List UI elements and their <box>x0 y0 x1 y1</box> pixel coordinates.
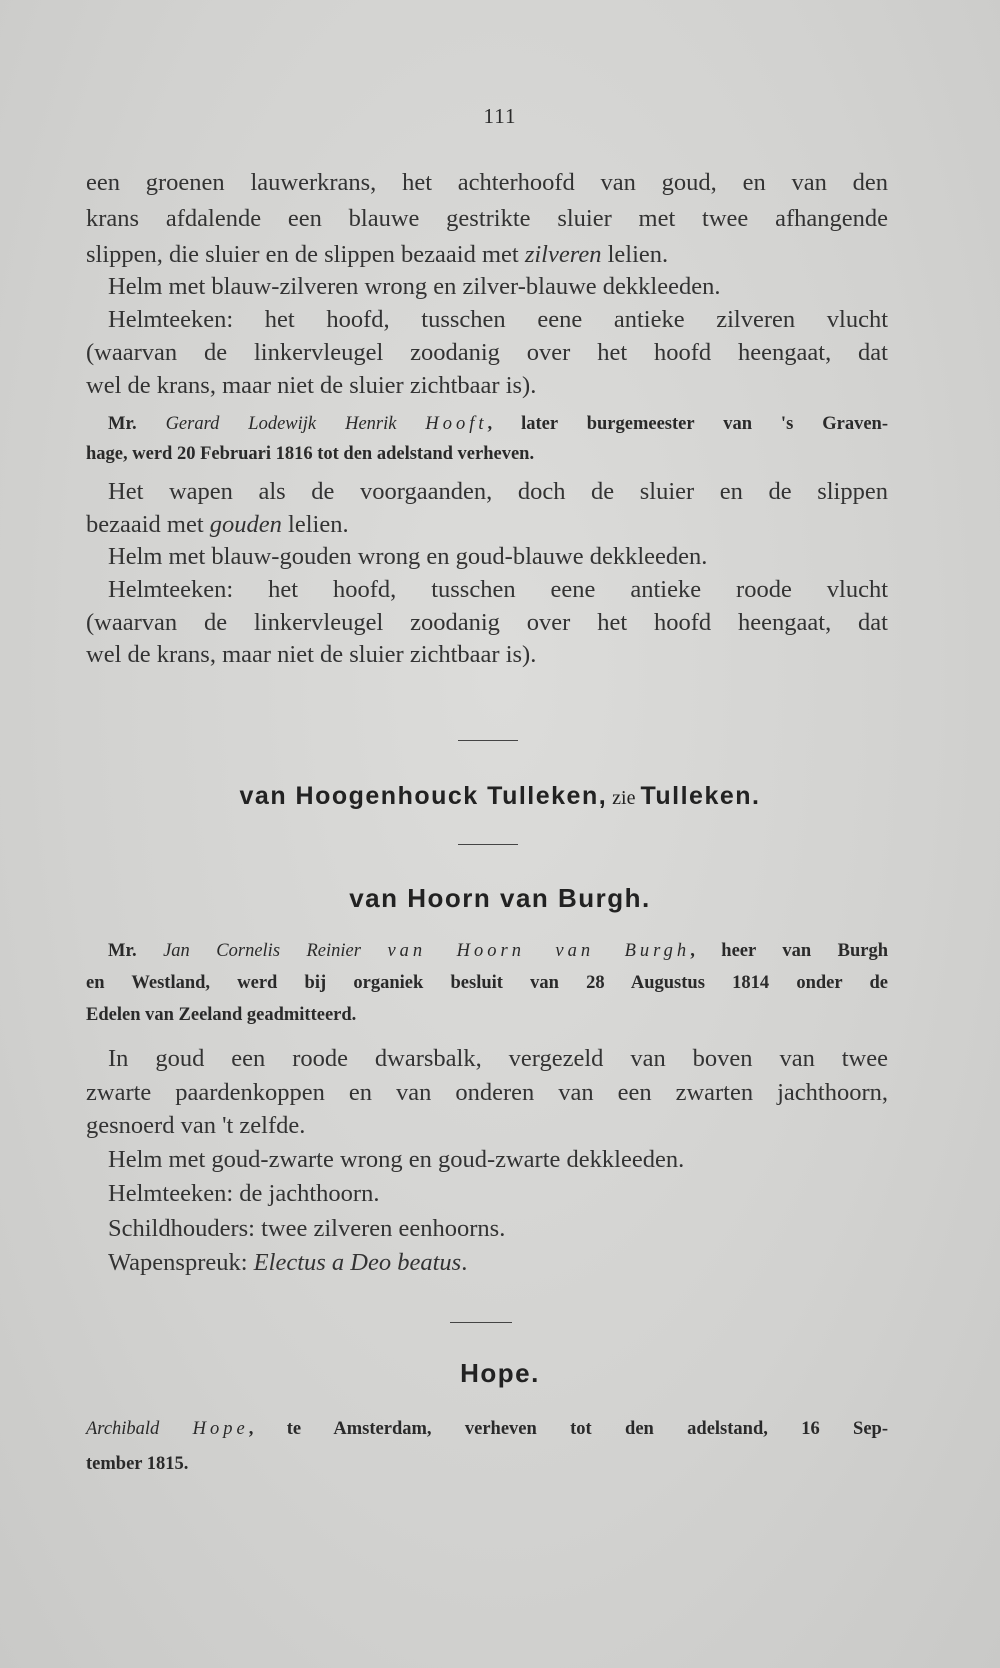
section-divider <box>458 844 518 845</box>
entry-intro <box>86 1414 888 1444</box>
text-line <box>86 238 888 272</box>
heading-see: zie <box>607 787 641 809</box>
text-line <box>86 508 888 542</box>
text-line: wel de krans, maar niet de sluier zichtbaar is). <box>86 641 537 668</box>
title-prefix: Mr. <box>108 414 166 434</box>
emphasis-text: gouden <box>209 511 282 538</box>
text-line: Helm met goud-zwarte wrong en goud-zwarte dekkleeden. <box>108 1146 685 1173</box>
heading-ref: Tulleken. <box>640 782 761 810</box>
text-run: lelien. <box>601 241 669 268</box>
person-surname: Hooft <box>425 414 488 434</box>
text-line: wel de krans, maar niet de sluier zichtbaar is). <box>86 372 537 399</box>
person-name: Gerard Lodewijk Henrik <box>165 414 426 434</box>
text-run: Wapenspreuk: <box>108 1249 254 1276</box>
text-line: Schildhouders: twee zilveren eenhoorns. <box>108 1215 506 1242</box>
emphasis-text: zilveren <box>524 241 602 268</box>
section-heading: Hope. <box>460 1358 540 1388</box>
entry-intro: Edelen van Zeeland geadmitteerd. <box>86 1005 357 1025</box>
entry-intro <box>108 409 888 439</box>
person-surname: Hope <box>192 1419 249 1439</box>
section-heading <box>0 782 1000 811</box>
text-line: In goud een roode dwarsbalk, vergezeld van boven van twee <box>108 1045 888 1072</box>
entry-intro: en Westland, werd bij organiek besluit van 28 Augustus 1814 onder de <box>86 973 888 993</box>
text-line: een groenen lauwerkrans, het achterhoofd van goud, en van den <box>86 169 888 196</box>
text-run: bezaaid met <box>86 511 210 538</box>
title-prefix: Mr. <box>108 941 164 961</box>
text-line: gesnoerd van 't zelfde. <box>86 1112 306 1139</box>
section-heading: van Hoorn van Burgh. <box>349 883 651 913</box>
text-run: , heer van Burgh <box>690 941 889 961</box>
text-run: lelien. <box>281 511 349 538</box>
page-number: 111 <box>483 104 517 128</box>
text-line: Helmteeken: het hoofd, tusschen eene antieke roode vlucht <box>108 576 888 603</box>
text-line: (waarvan de linkervleugel zoodanig over het hoofd heengaat, dat <box>86 609 888 636</box>
entry-intro <box>108 936 888 966</box>
text-line: krans afdalende een blauwe gestrikte sluier met twee afhangende <box>86 205 888 232</box>
entry-intro: tember 1815. <box>86 1454 189 1474</box>
person-name: Archibald <box>86 1419 193 1439</box>
motto-text: Electus a Deo beatus <box>253 1249 462 1276</box>
text-run: . <box>461 1249 468 1276</box>
text-line: (waarvan de linkervleugel zoodanig over het hoofd heengaat, dat <box>86 339 888 366</box>
text-run: , te Amsterdam, verheven tot den adelstand, 16 Sep- <box>248 1419 888 1439</box>
text-line: Het wapen als de voorgaanden, doch de sluier en de slippen <box>108 478 888 505</box>
text-run: slippen, die sluier en de slippen bezaaid met <box>86 241 525 268</box>
heading-main: van Hoogenhouck Tulleken, <box>239 782 608 810</box>
entry-intro: hage, werd 20 Februari 1816 tot den adelstand verheven. <box>86 444 535 464</box>
text-line: Helm met blauw-zilveren wrong en zilver-blauwe dekkleeden. <box>108 273 721 300</box>
section-divider <box>450 1322 512 1323</box>
text-line <box>108 1246 910 1280</box>
text-line: Helmteeken: de jachthoorn. <box>108 1180 380 1207</box>
person-surname: van Hoorn van Burgh <box>387 941 691 961</box>
text-line: Helm met blauw-gouden wrong en goud-blauwe dekkleeden. <box>108 543 708 570</box>
section-divider <box>458 740 518 741</box>
person-name: Jan Cornelis Reinier <box>163 941 388 961</box>
text-line: Helmteeken: het hoofd, tusschen eene antieke zilveren vlucht <box>108 306 888 333</box>
text-line: zwarte paardenkoppen en van onderen van een zwarten jachthoorn, <box>86 1079 888 1106</box>
text-run: , later burgemeester van 's Graven- <box>487 414 888 434</box>
